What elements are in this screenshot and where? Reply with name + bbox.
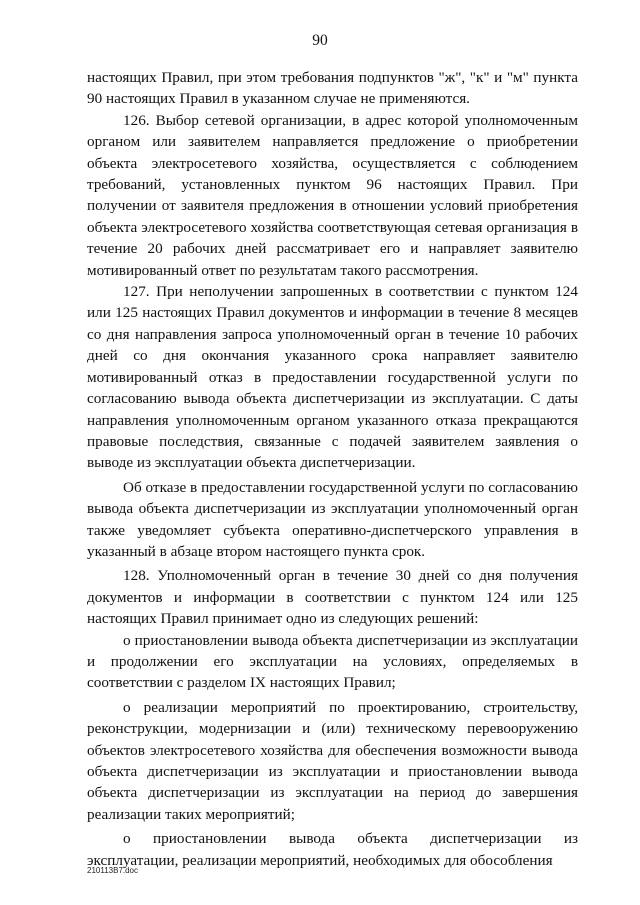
document-body [87,67,578,871]
paragraph-128-option-grid-measures: о реализации мероприятий по проектированию, строительству, реконструкции, модернизации и (или) техническому перевооружению объектов электросетевого хозяйства для обеспечения возможности вывода объекта диспетчеризации из эксплуатации и приостановлении вывода объекта диспетчеризации из эксплуатации на период до завершения реализации таких мероприятий; [87,698,578,823]
paragraph-128: 128. Уполномоченный орган в течение 30 дней со дня получения документов и информации в соответствии с пунктом 124 или 125 настоящих Правил принимает одно из следующих решений: [87,567,578,628]
paragraph-127-refusal-notice: Об отказе в предоставлении государственной услуги по согласованию вывода объекта диспетчеризации из эксплуатации уполномоченный орган также уведомляет субъекта оперативно-диспетчерского управления в указанный в абзаце втором настоящего пункта срок. [87,478,578,560]
paragraph-continuation: настоящих Правил, при этом требования подпунктов "ж", "к" и "м" пункта 90 настоящих Правил в указанном случае не применяются. [87,69,578,108]
paragraph-128-option-suspend-continue: о приостановлении вывода объекта диспетчеризации из эксплуатации и продолжении его эксплуатации на условиях, определяемых в соответствии с разделом IX настоящих Правил; [87,631,578,692]
paragraph-127: 127. При неполучении запрошенных в соответствии с пунктом 124 или 125 настоящих Правил документов и информации в течение 8 месяцев со дня направления запроса уполномоченный орган в течение 10 рабочих дней со дня окончания указанного срока направляет заявителю мотивированный отказ в предоставлении государственной услуги по согласованию вывода объекта диспетчеризации из эксплуатации. С даты направления уполномоченным органом указанного отказа прекращаются правовые последствия, связанные с подачей заявителем заявления о выводе из эксплуатации объекта диспетчеризации. [87,283,578,472]
page-number: 90 [312,32,328,49]
paragraph-126: 126. Выбор сетевой организации, в адрес которой уполномоченным органом или заявителем направляется предложение о приобретении объекта электросетевого хозяйства, осуществляется с соблюдением требований, установленных пунктом 96 настоящих Правил. При получении от заявителя предложения в отношении условий приобретения объекта электросетевого хозяйства соответствующая сетевая организация в течение 20 рабочих дней рассматривает его и направляет заявителю мотивированный ответ по результатам такого рассмотрения. [87,111,578,279]
paragraph-128-option-separation: о приостановлении вывода объекта диспетчеризации из эксплуатации, реализации мероприятий, необходимых для обособления [87,830,578,869]
footer-filename: 210113В7.doc [87,866,139,875]
